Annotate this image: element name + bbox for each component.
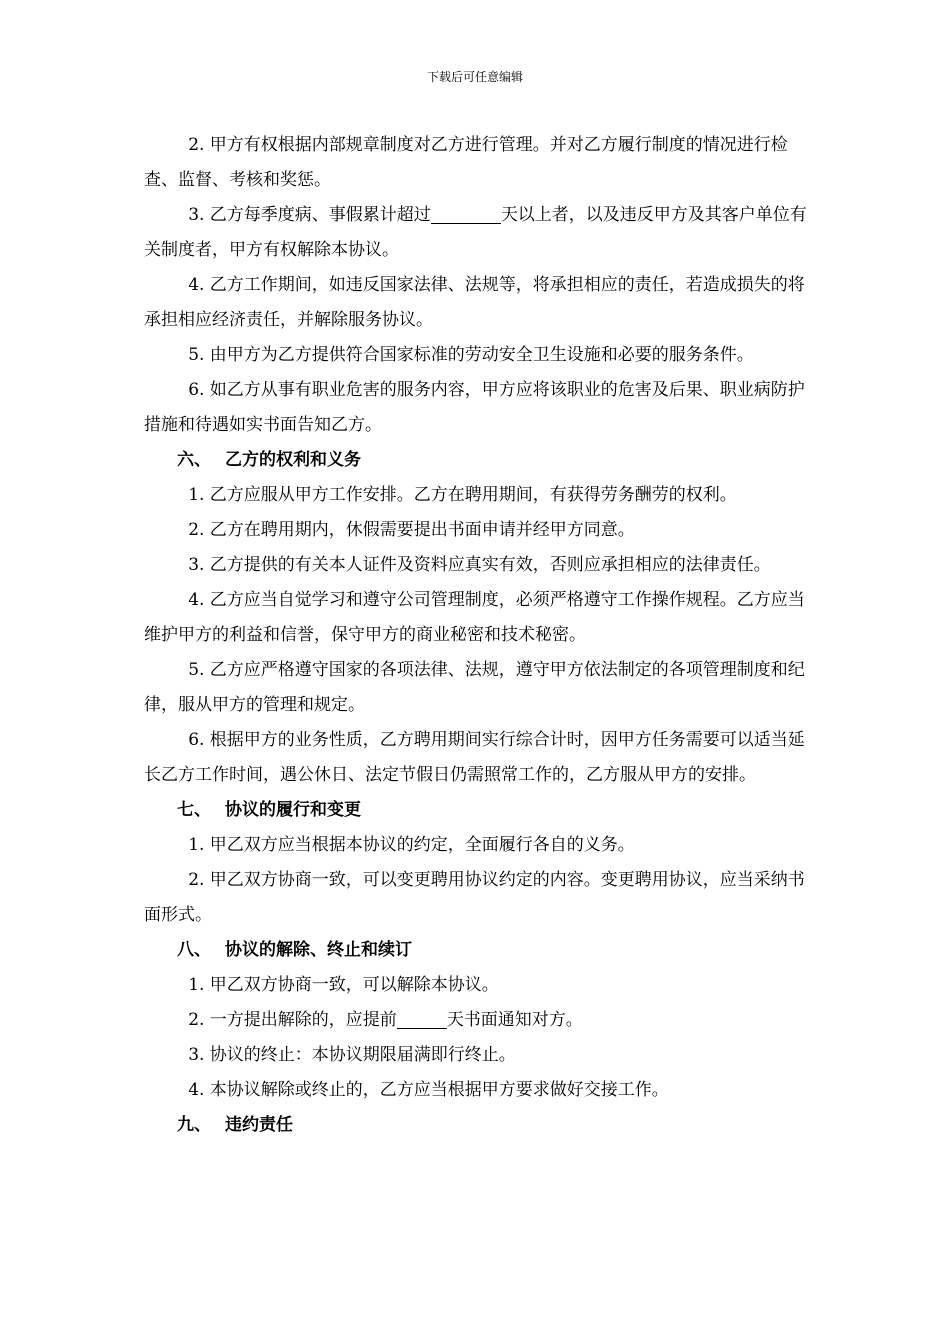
paragraph: 4. 乙方应当自觉学习和遵守公司管理制度，必须严格遵守工作操作规程。乙方应当维护甲方的利益和信誉，保守甲方的商业秘密和技术秘密。 bbox=[144, 590, 805, 645]
document-body bbox=[144, 128, 814, 1143]
section-heading bbox=[144, 933, 814, 968]
paragraph: 6. 如乙方从事有职业危害的服务内容，甲方应将该职业的危害及后果、职业病防护措施和待遇如实书面告知乙方。 bbox=[144, 380, 805, 435]
fill-blank bbox=[397, 1010, 447, 1029]
paragraph: 3. 乙方提供的有关本人证件及资料应真实有效，否则应承担相应的法律责任。 bbox=[188, 555, 771, 575]
paragraph: 1. 甲乙双方应当根据本协议的约定，全面履行各自的义务。 bbox=[188, 835, 635, 855]
section-number: 九、 bbox=[177, 1115, 211, 1135]
paragraph: 2. 乙方在聘用期内，休假需要提出书面申请并经甲方同意。 bbox=[188, 520, 635, 540]
section-heading bbox=[144, 793, 814, 828]
paragraph: 2. 甲方有权根据内部规章制度对乙方进行管理。并对乙方履行制度的情况进行检查、监督、考核和奖惩。 bbox=[144, 135, 788, 190]
paragraph: 2. 甲乙双方协商一致，可以变更聘用协议约定的内容。变更聘用协议，应当采纳书面形式。 bbox=[144, 870, 805, 925]
page-header: 下载后可任意编辑 bbox=[426, 70, 523, 84]
fill-blank bbox=[431, 205, 501, 224]
text: 2. 一方提出解除的，应提前 bbox=[188, 1010, 397, 1030]
paragraph: 3. 协议的终止：本协议期限届满即行终止。 bbox=[188, 1045, 516, 1065]
paragraph: 6. 根据甲方的业务性质，乙方聘用期间实行综合计时，因甲方任务需要可以适当延长乙方工作时间，遇公休日、法定节假日仍需照常工作的，乙方服从甲方的安排。 bbox=[144, 730, 805, 785]
paragraph: 4. 乙方工作期间，如违反国家法律、法规等，将承担相应的责任，若造成损失的将承担相应经济责任，并解除服务协议。 bbox=[144, 275, 805, 330]
section-heading bbox=[144, 1108, 814, 1143]
section-title: 协议的履行和变更 bbox=[225, 800, 361, 820]
section-number: 八、 bbox=[177, 940, 211, 960]
text: 3. 乙方每季度病、事假累计超过 bbox=[188, 205, 431, 225]
section-number: 七、 bbox=[177, 800, 211, 820]
paragraph: 5. 乙方应严格遵守国家的各项法律、法规，遵守甲方依法制定的各项管理制度和纪律，服从甲方的管理和规定。 bbox=[144, 660, 805, 715]
section-title: 协议的解除、终止和续订 bbox=[225, 940, 412, 960]
section-heading bbox=[144, 443, 814, 478]
paragraph: 1. 甲乙双方协商一致，可以解除本协议。 bbox=[188, 975, 499, 995]
paragraph bbox=[144, 198, 814, 268]
text: 天书面通知对方。 bbox=[446, 1010, 583, 1030]
text: 天以上者，以及违反甲方及其客户单位有关制度者，甲方有权解除本协议。 bbox=[144, 205, 807, 260]
section-number: 六、 bbox=[177, 450, 211, 470]
paragraph: 5. 由甲方为乙方提供符合国家标准的劳动安全卫生设施和必要的服务条件。 bbox=[188, 345, 754, 365]
section-title: 违约责任 bbox=[225, 1115, 293, 1135]
paragraph bbox=[144, 1003, 814, 1038]
paragraph: 1. 乙方应服从甲方工作安排。乙方在聘用期间，有获得劳务酬劳的权利。 bbox=[188, 485, 737, 505]
section-title: 乙方的权利和义务 bbox=[225, 450, 361, 470]
paragraph: 4. 本协议解除或终止的，乙方应当根据甲方要求做好交接工作。 bbox=[188, 1080, 669, 1100]
